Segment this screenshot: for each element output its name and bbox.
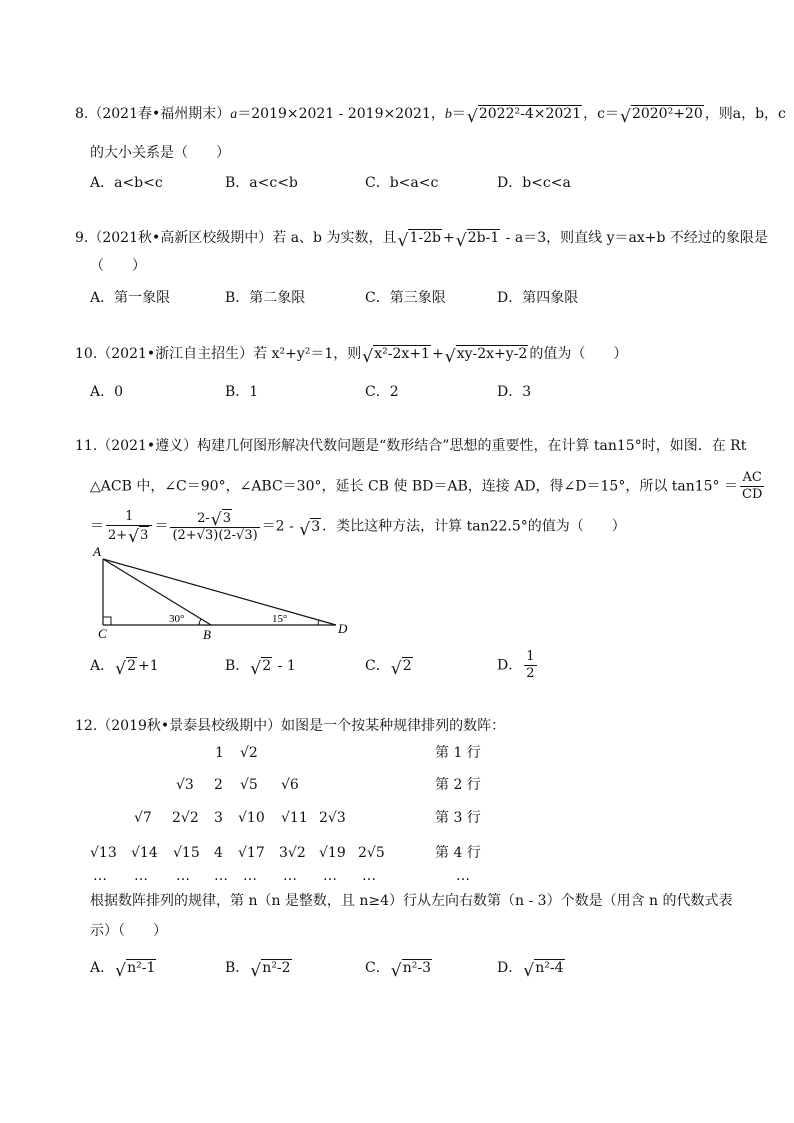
matrix-cell: √11: [281, 810, 308, 826]
q11-option-b-radicand: 2: [262, 658, 272, 674]
q9-number: 9.: [75, 230, 89, 246]
q12-option-c-sqrt: √ n²-3: [390, 960, 431, 981]
q9-radicand1: 1-2b: [409, 230, 441, 246]
matrix-ellipsis: …: [323, 868, 337, 884]
q11-text1: （2021•遵义）构建几何图形解决代数问题是“数形结合”思想的重要性，在计算 tan15°时，如图．在 Rt: [97, 438, 747, 454]
q10-plus: +: [431, 346, 444, 362]
q11-option-a-label: A．: [90, 658, 115, 674]
q12-question-text: 根据数阵排列的规律，第 n（n 是整数，且 n≥4）行从左向右数第（n - 3）个数是（用含 n 的代数式表: [90, 893, 733, 909]
q11-eq3-sqrt: √ 3: [299, 518, 321, 540]
q11-option-d-den: 2: [526, 666, 535, 681]
q10-option-c[interactable]: C．2: [365, 384, 399, 400]
q11-frac2: [106, 509, 152, 547]
q8-option-c[interactable]: C．b<a<c: [365, 175, 439, 191]
matrix-cell: √13: [90, 845, 117, 861]
figure-side-ab: [103, 559, 211, 625]
q11-triangle-figure: [86, 542, 356, 642]
matrix-cell: √3: [176, 777, 194, 793]
q11-option-a-sqrt: √ 2: [115, 658, 137, 679]
q12-option-b-label: B．: [225, 960, 250, 976]
figure-angle-d-arc: [318, 620, 319, 625]
q8-b-eq: ＝: [451, 106, 466, 122]
matrix-cell: √15: [173, 845, 200, 861]
q11-option-c-label: C．: [365, 658, 390, 674]
matrix-cell: 2√5: [358, 845, 385, 861]
matrix-ellipsis: …: [134, 868, 148, 884]
q9-radicand2: 2b-1: [467, 230, 500, 246]
q12-option-d-sqrt: √ n²-4: [523, 960, 564, 981]
q10-tail: 的值为（ ）: [529, 346, 628, 362]
matrix-row-label: 第 3 行: [435, 810, 481, 826]
q11-number: 11.: [75, 438, 98, 454]
q10-option-b[interactable]: B．1: [225, 384, 259, 400]
q10-source: （2021•浙江自主招生）若 x²+y²＝1，则: [97, 346, 362, 362]
q12-option-b-radicand: n²-2: [262, 960, 291, 976]
q9-option-c[interactable]: C．第三象限: [365, 290, 446, 306]
figure-label-a: A: [93, 544, 101, 559]
q11-eq3-radicand: 3: [311, 518, 321, 535]
matrix-cell: √7: [134, 810, 152, 826]
q12-option-d-label: D．: [497, 960, 523, 976]
q11-frac3-num: [170, 509, 259, 528]
q10-sqrt1: √ x²-2x+1: [362, 346, 430, 367]
q12-option-a-radicand: n²-1: [127, 960, 156, 976]
figure-label-b: B: [203, 627, 211, 642]
matrix-cell: 3√2: [279, 845, 306, 861]
q11-option-c-radicand: 2: [402, 658, 412, 674]
q12-option-d[interactable]: [497, 958, 566, 981]
q11-frac2-sqrt: √ 3: [128, 527, 149, 547]
q11-line3: [90, 509, 626, 547]
figure-side-ad: [103, 559, 336, 625]
q8-b-radicand: 2022²-4×2021: [478, 106, 582, 122]
matrix-ellipsis: …: [283, 868, 297, 884]
matrix-ellipsis: …: [243, 868, 257, 884]
matrix-ellipsis: …: [214, 868, 228, 884]
matrix-row-label: 第 2 行: [435, 777, 481, 793]
matrix-cell: 2√2: [172, 810, 199, 826]
matrix-cell: 2: [214, 777, 223, 793]
q11-option-c[interactable]: [365, 656, 414, 679]
q9-source: （2021秋•高新区校级期中）若 a、b 为实数，且: [88, 230, 397, 246]
q12-source: （2019秋•景泰县校级期中）如图是一个按某种规律排列的数阵：: [97, 718, 506, 734]
q10-line1: [75, 344, 628, 367]
q11-option-b-sqrt: √ 2: [250, 658, 272, 679]
figure-label-c: C: [98, 626, 107, 641]
q10-option-d[interactable]: D．3: [497, 384, 532, 400]
q9-sqrt1: √ 1-2b: [397, 230, 441, 251]
q11-frac2-den-a: 2+: [108, 528, 128, 543]
q12-question-text-2: 示）（ ）: [90, 923, 167, 939]
q12-option-c[interactable]: [365, 958, 433, 981]
q11-frac1-den: CD: [742, 487, 763, 502]
matrix-cell: 1: [215, 745, 224, 761]
q11-frac-ac-cd: [740, 470, 764, 503]
q12-option-a-label: A．: [90, 960, 115, 976]
figure-angle-b-arc: [199, 619, 201, 625]
matrix-row-label: 第 4 行: [435, 845, 481, 861]
q11-frac1-num: AC: [740, 470, 764, 487]
q9-tail: - a＝3，则直线 y＝ax+b 不经过的象限是: [501, 230, 768, 246]
q8-a-expr: ＝2019×2021 - 2019×2021，: [237, 106, 445, 122]
q11-frac3-den: (2+√3)(2-√3): [172, 528, 258, 543]
q12-option-b[interactable]: [225, 958, 293, 981]
q11-text3-tail: ．类比这种方法，计算 tan22.5°的值为（ ）: [322, 518, 626, 535]
q11-eq2: ＝: [154, 518, 169, 535]
matrix-cell: √6: [281, 777, 299, 793]
q8-source: （2021春•福州期末）: [88, 106, 231, 122]
figure-angle-b-label: 30°: [169, 613, 185, 625]
matrix-ellipsis: …: [176, 868, 190, 884]
q11-option-b-tail: - 1: [273, 658, 296, 674]
q10-radicand1: x²-2x+1: [374, 346, 430, 362]
matrix-ellipsis: …: [93, 868, 107, 884]
q8-c-sqrt: √ 2020²+20: [619, 106, 703, 127]
q9-line1: [75, 228, 768, 251]
q11-option-d[interactable]: [497, 649, 539, 682]
q11-option-d-num: 1: [526, 649, 535, 664]
q12-option-d-radicand: n²-4: [535, 960, 564, 976]
q11-frac2-num: 1: [106, 509, 152, 526]
q11-frac3-num-a: 2-: [197, 511, 210, 526]
q10-option-a[interactable]: A．0: [90, 384, 124, 400]
q11-frac3: [170, 509, 259, 544]
q10-radicand2: xy-2x+y-2: [456, 346, 528, 362]
q11-frac3-radicand: 3: [222, 511, 232, 526]
q12-number: 12.: [75, 718, 98, 734]
q11-text2: △ACB 中，∠C＝90°，∠ABC＝30°，延长 CB 使 BD＝AB，连接 AD，得∠D＝15°，所以 tan15° ＝: [90, 478, 739, 495]
q8-b-label: b: [444, 107, 452, 122]
q9-line2: （ ）: [90, 258, 146, 274]
figure-right-angle-mark: [103, 617, 111, 625]
q8-tail: ，则a，b，c: [704, 106, 786, 122]
q8-number: 8.: [75, 106, 89, 122]
matrix-ellipsis: …: [456, 868, 470, 884]
q9-option-b[interactable]: B．第二象限: [225, 290, 306, 306]
q8-option-a[interactable]: A．a<b<c: [90, 175, 163, 191]
matrix-cell: √10: [238, 810, 265, 826]
q8-option-d[interactable]: D．b<c<a: [497, 175, 571, 191]
q9-option-a[interactable]: A．第一象限: [90, 290, 171, 306]
q11-option-a-radicand: 2: [127, 658, 137, 674]
q11-option-d-frac: [524, 649, 536, 682]
q8-b-sqrt: √ 2022²-4×2021: [466, 106, 582, 127]
q12-option-b-sqrt: √ n²-2: [250, 960, 291, 981]
q12-option-c-label: C．: [365, 960, 390, 976]
q9-sqrt2: √ 2b-1: [455, 230, 500, 251]
q11-frac2-radicand: 3: [140, 528, 149, 543]
q11-line2: [90, 470, 766, 503]
q12-option-c-radicand: n²-3: [402, 960, 431, 976]
matrix-cell: √2: [240, 745, 258, 761]
q11-option-b-label: B．: [225, 658, 250, 674]
q11-option-b[interactable]: [225, 656, 296, 679]
matrix-cell: √17: [238, 845, 265, 861]
q9-option-d[interactable]: D．第四象限: [497, 290, 579, 306]
q8-c-radicand: 2020²+20: [631, 106, 703, 122]
matrix-cell: 4: [214, 845, 223, 861]
q12-option-a-sqrt: √ n²-1: [115, 960, 156, 981]
q8-line1: [75, 104, 786, 125]
q11-option-c-sqrt: √ 2: [390, 658, 412, 679]
figure-label-d: D: [338, 621, 348, 636]
q11-frac3-sqrt: √ 3: [210, 510, 232, 530]
figure-angle-d-label: 15°: [272, 613, 288, 625]
q12-option-a[interactable]: [90, 958, 157, 981]
q8-c-eq: ，c＝: [583, 106, 619, 122]
q12-line1: [75, 716, 505, 736]
q10-sqrt2: √ xy-2x+y-2: [444, 346, 528, 367]
matrix-row-label: 第 1 行: [435, 745, 481, 761]
matrix-cell: 3: [214, 810, 223, 826]
q11-line1: [75, 436, 746, 456]
q8-a-label: a: [230, 107, 238, 122]
q10-number: 10.: [75, 346, 98, 362]
q8-line2: 的大小关系是（ ）: [90, 145, 230, 161]
q11-eq3: ＝2 -: [261, 518, 299, 535]
q11-option-a-tail: +1: [138, 658, 159, 674]
matrix-ellipsis: …: [362, 868, 376, 884]
matrix-cell: √5: [240, 777, 258, 793]
q8-option-b[interactable]: B．a<c<b: [225, 175, 298, 191]
q11-eq1: ＝: [90, 518, 104, 535]
q9-plus: +: [442, 230, 455, 246]
q11-option-a[interactable]: [90, 656, 159, 679]
matrix-cell: √14: [131, 845, 158, 861]
q11-option-d-label: D．: [497, 657, 523, 674]
matrix-cell: 2√3: [319, 810, 346, 826]
matrix-cell: √19: [319, 845, 346, 861]
